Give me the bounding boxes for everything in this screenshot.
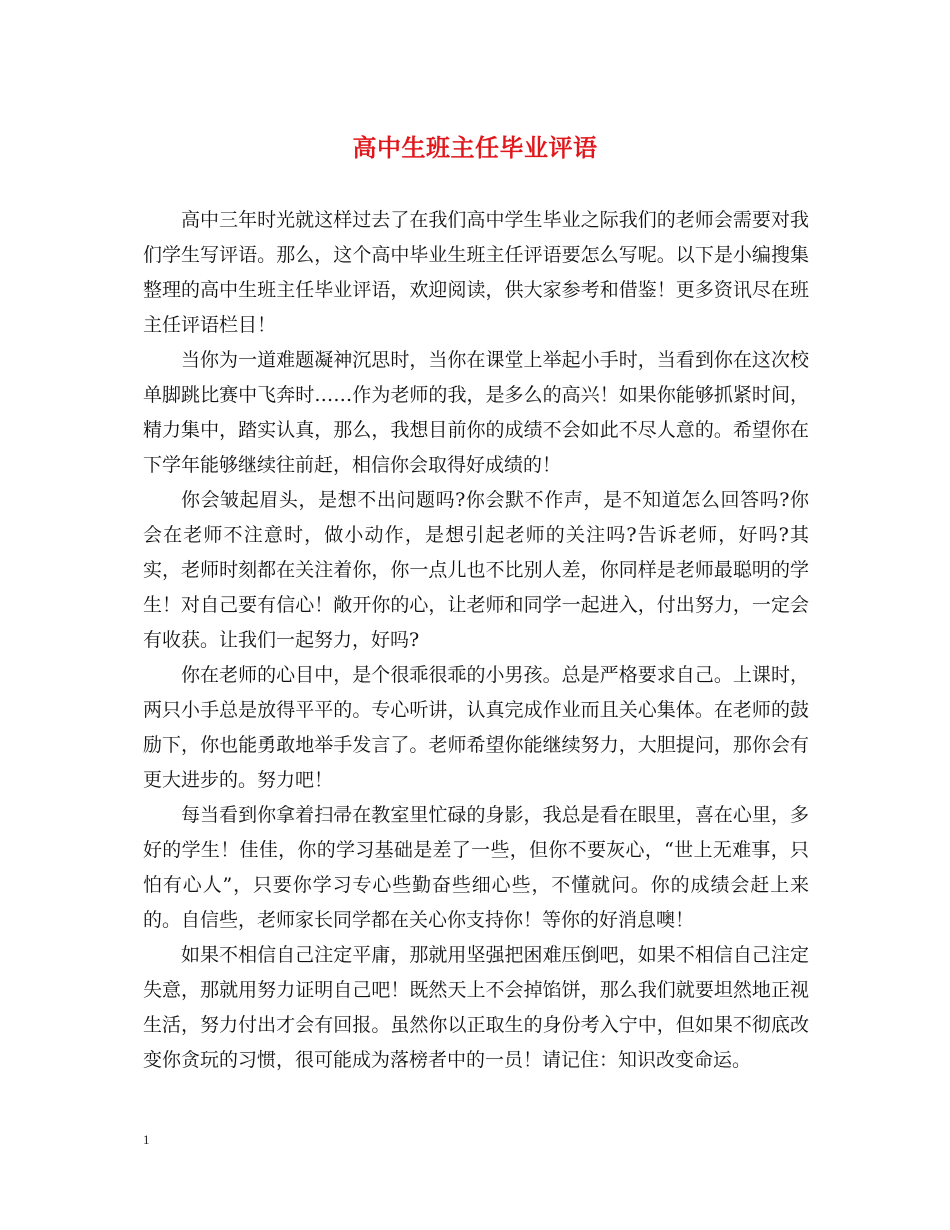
paragraph-comment-4: 每当看到你拿着扫帚在教室里忙碌的身影，我总是看在眼里，喜在心里，多好的学生！佳佳，你的学习基础是差了一些，但你不要灰心，“世上无难事，只怕有心人”，只要你学习专心些勤奋些细心些，不懂就问。你的成绩会赶上来的。自信些，老师家长同学都在关心你支持你！等你的好消息噢！ <box>143 804 809 931</box>
paragraph-intro: 高中三年时光就这样过去了在我们高中学生毕业之际我们的老师会需要对我们学生写评语。那么，这个高中毕业生班主任评语要怎么写呢。以下是小编搜集整理的高中生班主任毕业评语，欢迎阅读，供大家参考和借鉴！更多资讯尽在班主任评语栏目！ <box>143 209 809 336</box>
document-body <box>143 203 809 1078</box>
paragraph-comment-1: 当你为一道难题凝神沉思时，当你在课堂上举起小手时，当看到你在这次校单脚跳比赛中飞奔时……作为老师的我，是多么的高兴！如果你能够抓紧时间，精力集中，踏实认真，那么，我想目前你的成绩不会如此不尽人意的。希望你在下学年能够继续往前赶，相信你会取得好成绩的！ <box>143 349 809 476</box>
document-title: 高中生班主任毕业评语 <box>352 133 598 162</box>
paragraph-comment-5: 如果不相信自己注定平庸，那就用坚强把困难压倒吧，如果不相信自己注定失意，那就用努力证明自己吧！既然天上不会掉馅饼，那么我们就要坦然地正视生活，努力付出才会有回报。虽然你以正取生的身份考入宁中，但如果不彻底改变你贪玩的习惯，很可能成为落榜者中的一员！请记住：知识改变命运。 <box>143 944 809 1071</box>
paragraph-comment-2: 你会皱起眉头，是想不出问题吗?你会默不作声，是不知道怎么回答吗?你会在老师不注意时，做小动作，是想引起老师的关注吗?告诉老师，好吗?其实，老师时刻都在关注着你，你一点儿也不比别人差，你同样是老师最聪明的学生！对自己要有信心！敞开你的心，让老师和同学一起进入，付出努力，一定会有收获。让我们一起努力，好吗? <box>143 489 809 651</box>
page-number: 1 <box>143 1132 150 1147</box>
paragraph-comment-3: 你在老师的心目中，是个很乖很乖的小男孩。总是严格要求自己。上课时，两只小手总是放得平平的。专心听讲，认真完成作业而且关心集体。在老师的鼓励下，你也能勇敢地举手发言了。老师希望你能继续努力，大胆提问，那你会有更大进步的。努力吧！ <box>143 664 809 791</box>
